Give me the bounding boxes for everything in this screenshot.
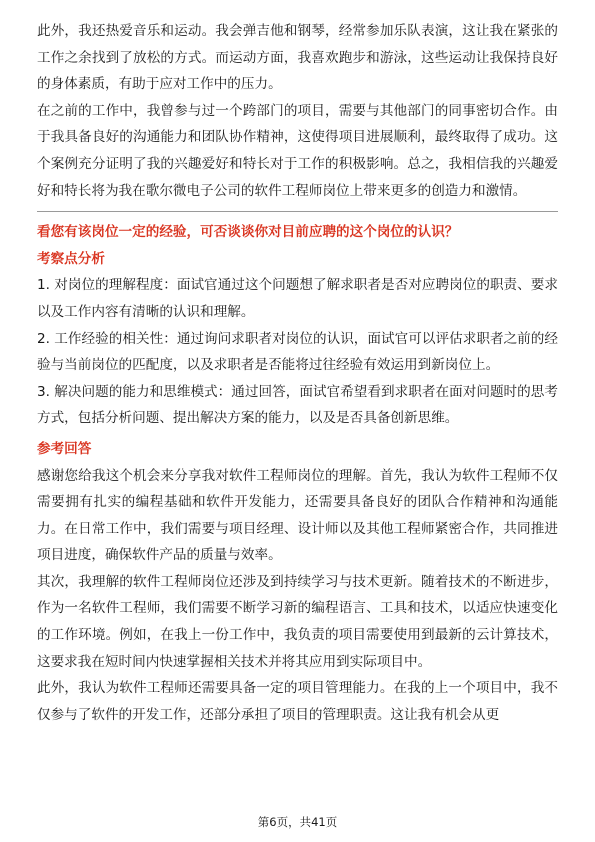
document-page — [37, 18, 558, 728]
intro-paragraph-2: 在之前的工作中，我曾参与过一个跨部门的项目，需要与其他部门的同事密切合作。由于我具备良好的沟通能力和团队协作精神，这使得项目进展顺利，最终取得了成功。这个案例充分证明了我的兴趣爱好和特长对于工作的积极影响。总之，我相信我的兴趣爱好和特长将为我在歌尔微电子公司的软件工程师岗位上带来更多的创造力和激情。 — [37, 102, 558, 199]
reference-paragraph-3: 此外，我认为软件工程师还需要具备一定的项目管理能力。在我的上一个项目中，我不仅参与了软件的开发工作，还部分承担了项目的管理职责。这让我有机会从更 — [37, 680, 558, 723]
analysis-point-1: 1. 对岗位的理解程度：面试官通过这个问题想了解求职者是否对应聘岗位的职责、要求以及工作内容有清晰的认识和理解。 — [37, 277, 558, 320]
reference-paragraph-2: 其次，我理解的软件工程师岗位还涉及到持续学习与技术更新。随着技术的不断进步，作为一名软件工程师，我们需要不断学习新的编程语言、工具和技术，以适应快速变化的工作环境。例如，在我上一份工作中，我负责的项目需要使用到最新的云计算技术，这要求我在短时间内快速掌握相关技术并将其应用到实际项目中。 — [37, 573, 558, 670]
reference-paragraph-1: 感谢您给我这个机会来分享我对软件工程师岗位的理解。首先，我认为软件工程师不仅需要拥有扎实的编程基础和软件开发能力，还需要具备良好的团队合作精神和沟通能力。在日常工作中，我们需要与项目经理、设计师以及其他工程师紧密合作，共同推进项目进度，确保软件产品的质量与效率。 — [37, 467, 558, 564]
analysis-point-3: 3. 解决问题的能力和思维模式：通过回答，面试官希望看到求职者在面对问题时的思考方式，包括分析问题、提出解决方案的能力，以及是否具备创新思维。 — [37, 383, 558, 427]
reference-heading: 参考回答 — [37, 440, 92, 457]
analysis-heading: 考察点分析 — [37, 250, 105, 267]
intro-paragraph-1: 此外，我还热爱音乐和运动。我会弹吉他和钢琴，经常参加乐队表演，这让我在紧张的工作之余找到了放松的方式。而运动方面，我喜欢跑步和游泳，这些运动让我保持良好的身体素质，有助于应对工作中的压力。 — [37, 23, 558, 93]
page-number-footer: 第6页，共41页 — [257, 815, 338, 829]
interview-question: 看您有该岗位一定的经验，可否谈谈你对目前应聘的这个岗位的认识？ — [37, 224, 459, 241]
section-divider — [37, 211, 558, 212]
analysis-point-2: 2. 工作经验的相关性：通过询问求职者对岗位的认识，面试官可以评估求职者之前的经验与当前岗位的匹配度，以及求职者是否能将过往经验有效运用到新岗位上。 — [37, 330, 558, 374]
